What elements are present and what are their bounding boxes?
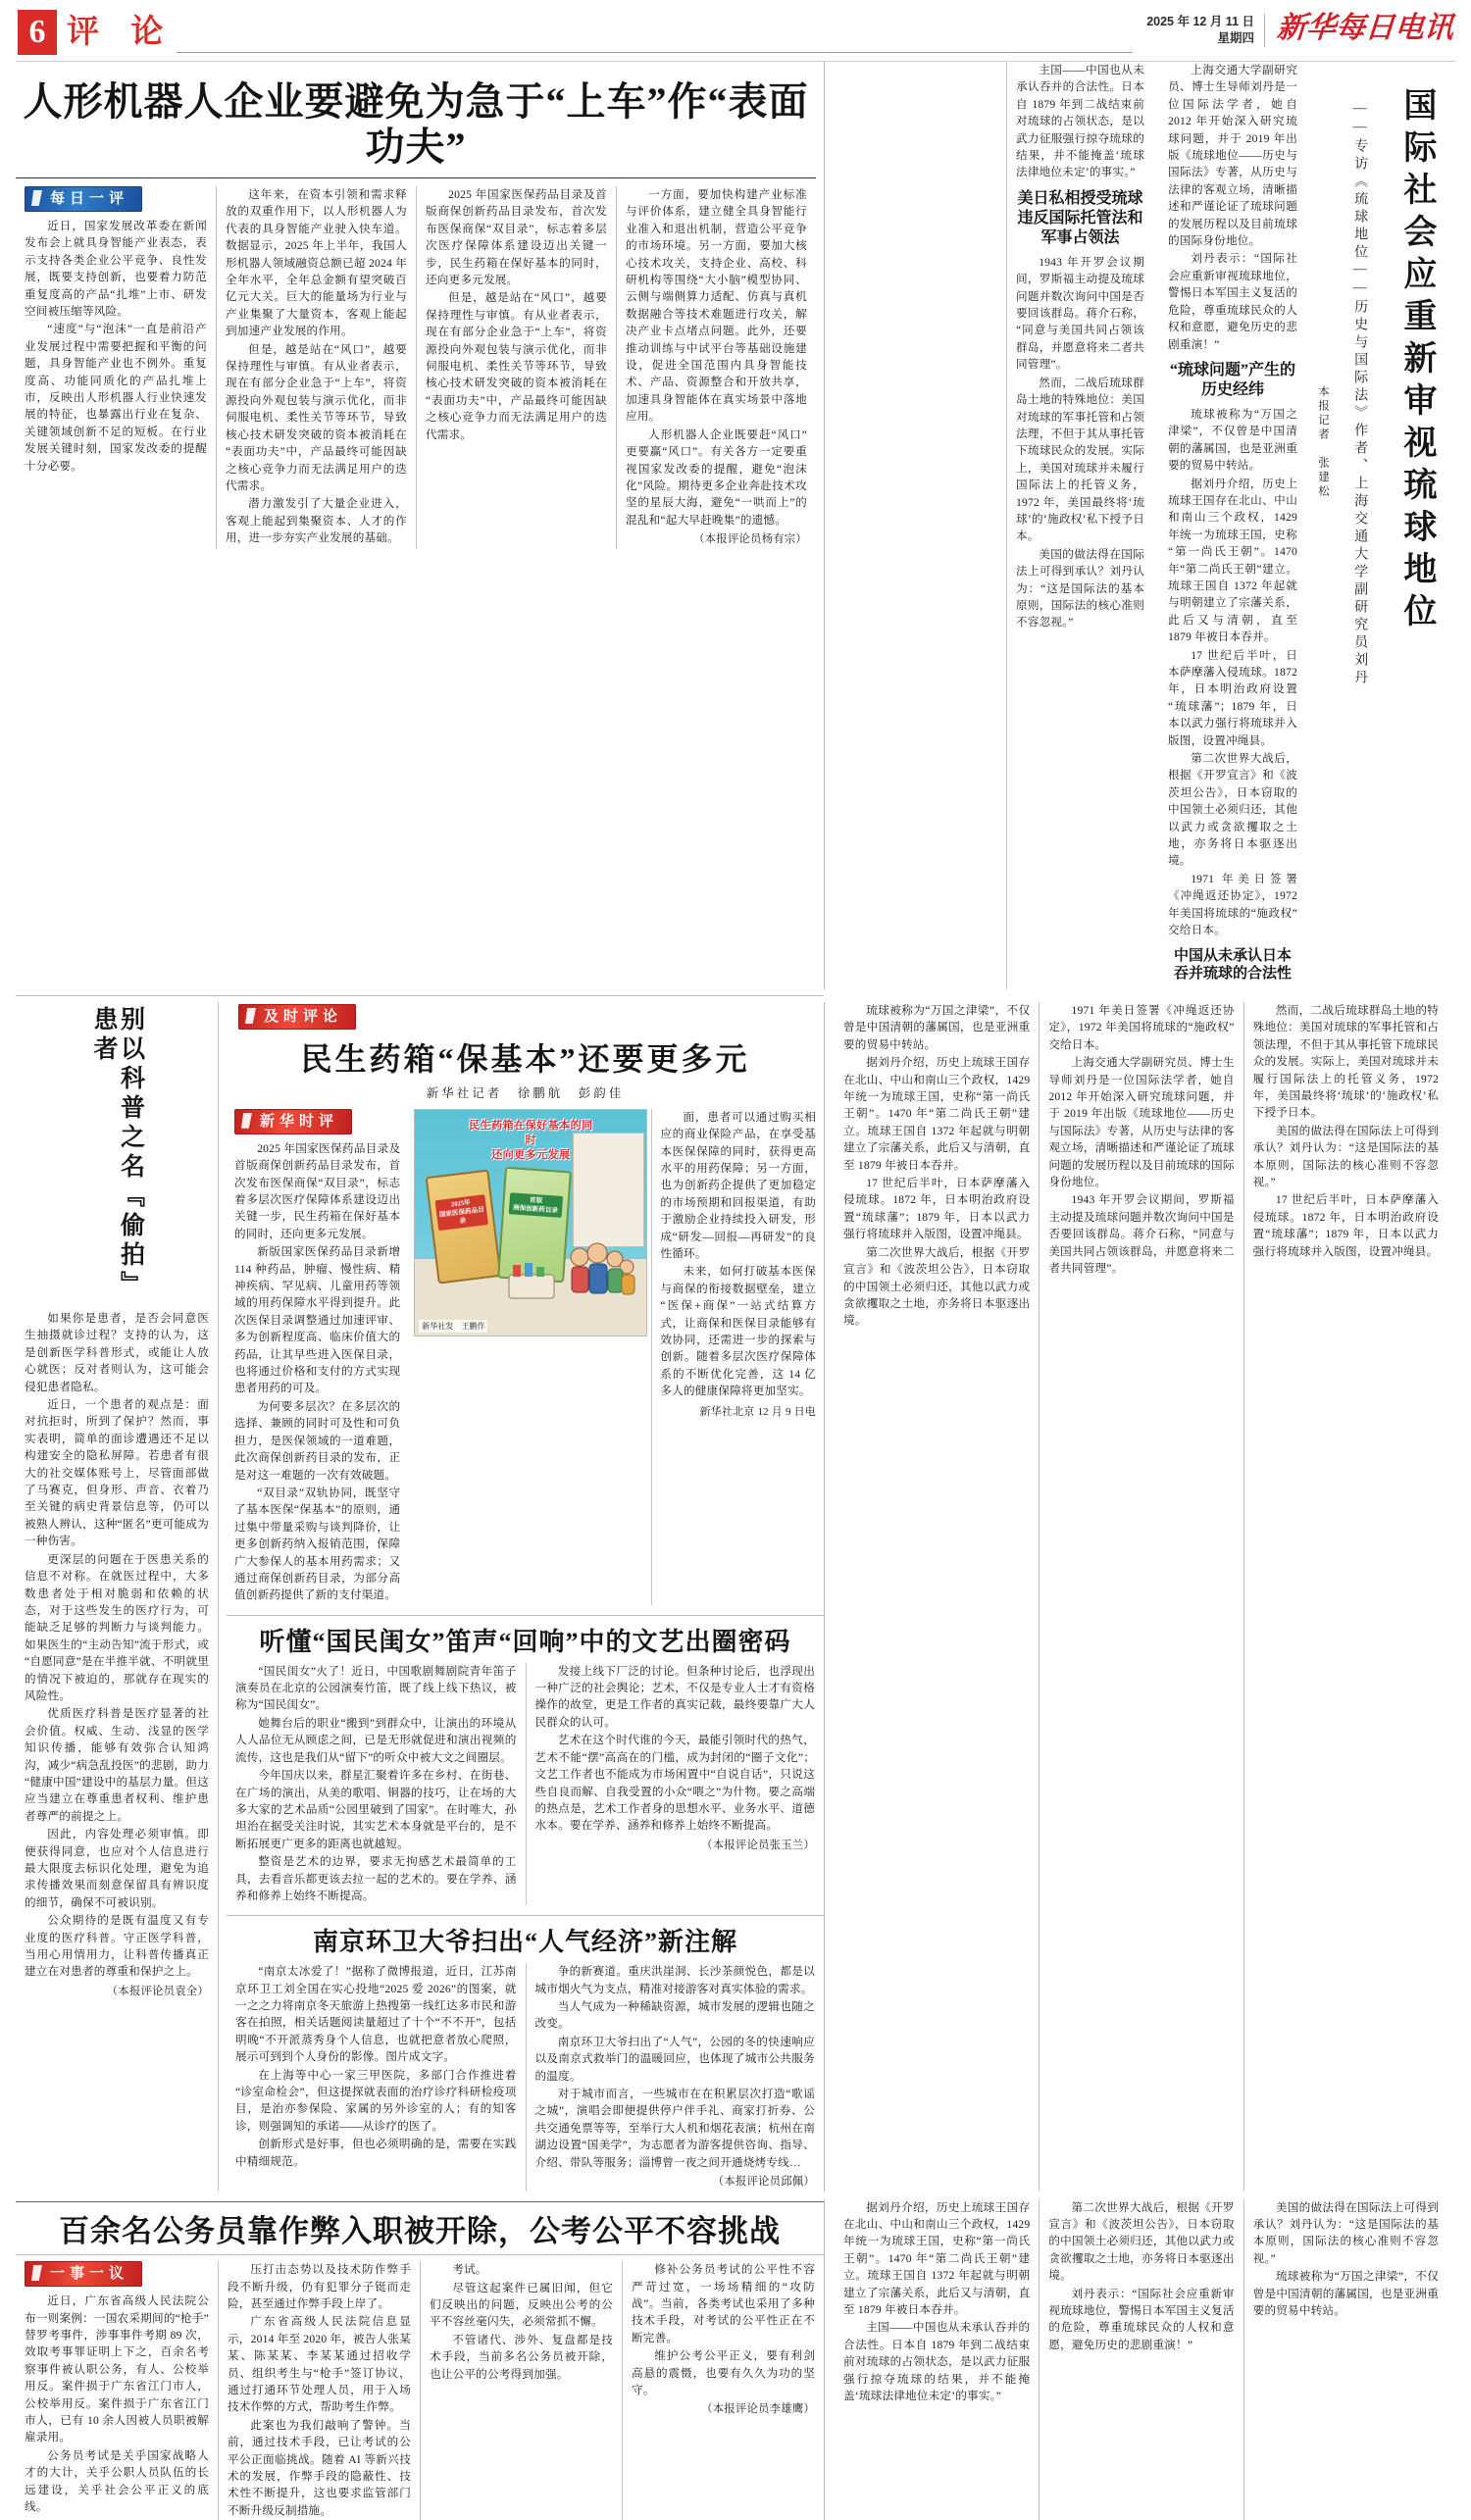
paragraph: 第二次世界大战后，根据《开罗宣言》和《波茨坦公告》，日本窃取的中国领土必须归还，其他以武力或贪欲攫取之土地，亦务将日本驱逐出境。 bbox=[843, 1245, 1031, 1328]
exam-col3-text bbox=[430, 2261, 613, 2383]
weekday-line: 星期四 bbox=[1217, 31, 1254, 45]
paragraph: 整资是艺术的边界，要求无拘感艺术最简单的工具，去看音乐都更该去拉一起的艺术的。要在学养、涵养和修养上始终不断提高。 bbox=[235, 1855, 517, 1902]
paragraph: 然而，二战后琉球群岛土地的特殊地位：美国对琉球的军事托管和占领法理，不但于其从事托管下琉球民众的发展。实际上，美国对琉球并未履行国际法上的托管义务，1972 年，美国最终将‘琉球’的‘施政权’私下授予日本。 bbox=[1252, 1004, 1440, 1120]
paragraph: 第二次世界大战后，根据《开罗宣言》和《波茨坦公告》，日本窃取的中国领土必须归还，其他以武力或贪欲攫取之土地，亦务将日本驱逐出境。 bbox=[1048, 2200, 1235, 2283]
paragraph: 一方面，要加快构建产业标准与评价体系，建立健全具身智能行业准入和退出机制，营造公平竞争的市场环境。另一方面，要加大核心技术攻关，支持企业、高校、科研机构等围绕“大小脑”模型协同、云侧与端侧算力适配、仿真与真机数据融合等技术难题进行攻关，解决产业卡点堵点问题。此外，还要推动训练与中试平台等基础设施建设，促进全国范围内具身智能技术、产品、资源整合和开放共享，加速具身智能体在真实场景中落地应用。 bbox=[625, 188, 807, 424]
robot-article-columns bbox=[16, 186, 816, 549]
paragraph: 未来，如何打破基本医保与商保的衔接数据壁垒，建立“医保+商保”一站式结算方式，让商保和医保目录能够有效协同，还需进一步的探索与创新。随着多层次医疗保障体系的不断优化完善，这 14 亿多人的健康保障将更加坚实。 bbox=[660, 1265, 816, 1398]
paragraph: 如果你是患者，是否会同意医生抽摄就诊过程？支持的认为，这是创新医学科普形式，或能让人放心就医；反对者则认为，这可能会侵犯患者隐私。 bbox=[25, 1312, 209, 1393]
paragraph: 当人气成为一种稀缺资源，城市发展的逻辑也随之改变。 bbox=[534, 2000, 815, 2031]
headline-flute: 听懂“国民闺女”笛声“回响”中的文艺出圈密码 bbox=[259, 1627, 791, 1656]
paragraph: 争的新赛道。重庆洪崖洞、长沙茶颜悦色，都是以城市烟火气为支点，精准对接游客对真实体验的需求。 bbox=[534, 1965, 815, 1995]
ryukyu-feature bbox=[824, 62, 1447, 989]
robot-col-3 bbox=[416, 186, 616, 549]
ryukyu-bottom-col-3 bbox=[1243, 2199, 1447, 2520]
paragraph: 发接上线下厂泛的讨论。但条种讨论后，也浮现出一种广泛的社会舆论；艺术，不仅是专业人士才有资格操作的故堂，更是工作者的真实记载，最终要靠广大人民群众的认可。 bbox=[534, 1664, 815, 1729]
medicine-col1-text bbox=[234, 1140, 400, 1604]
robot-col1-text bbox=[25, 218, 207, 475]
paragraph: 广东省高级人民法院信息显示，2014 年至 2020 年，被告人张某某、陈某某、李某某通过招收学员、组织考生与“枪手”签订协议，通过打通环节处理人员，用于入场技术作弊的方式，帮助考生作弊。 bbox=[228, 2315, 412, 2414]
ryukyu-bottom bbox=[824, 2199, 1447, 2520]
medicine-illustration-wrap bbox=[408, 1109, 651, 1605]
ryukyu-bottom-col-2 bbox=[1039, 2199, 1243, 2520]
medicine-col-1 bbox=[227, 1109, 408, 1605]
page-number: 6 bbox=[18, 10, 57, 55]
paragraph: 1971 年美日签署《冲绳返还协定》，1972 年美国将琉球的“施政权”交给日本。 bbox=[1168, 872, 1297, 937]
paragraph: 南京环卫大爷扫出了“人气”，公园的冬的快速响应以及南京式救举门的温暖回应，也体现了城市公共服务的温度。 bbox=[534, 2035, 815, 2083]
illustration-medicine-boxes bbox=[414, 1109, 647, 1336]
ryukyu-cont-col-3 bbox=[1243, 1002, 1447, 2192]
paragraph: 近日，一个患者的观点是：面对抗拒时，所到了保护？然而，事实表明，简单的面诊遭遇还不足以构建安全的隐私屏障。若患者有很大的社交媒体账号上，尽管面部做了马赛克，但身形、声音、衣着乃至关键的病史背景信息等，仍可以被熟人辨认，这种“匿名”更可能成为一种伤害。 bbox=[25, 1398, 209, 1548]
robot-col-4 bbox=[616, 186, 816, 549]
paragraph: 近日，国家发展改革委在新闻发布会上就具身智能产业表态，表示支持各类企业公平竞争、良性发展，既要支持创新，也要着力防范重复度高的产品“扎堆”上市、研发空间被压缩等风险。 bbox=[25, 220, 207, 319]
badge-xinhua-review: 新华时评 bbox=[234, 1109, 352, 1134]
ryukyu-intro-text bbox=[1168, 62, 1297, 353]
paragraph: 对于城市而言，一些城市在在积累层次打造“歌谣之城”，演唱会即便提供停户伴手礼、商家打折券、公共交通免票等等，至举行大人机和烟花表演；杭州在南湖边设置“国美学”，为志愿者为游客提供咨询、指导、介绍、带队等服务；淄博曾一夜之间开通烧烤专线… bbox=[534, 2088, 815, 2169]
ryukyu-headline-wrap bbox=[1385, 62, 1447, 989]
exam-col1-text bbox=[25, 2293, 209, 2515]
paragraph: 第二次世界大战后，根据《开罗宣言》和《波茨坦公告》，日本窃取的中国领土必须归还，其他以武力或贪欲攫取之土地，亦务将日本驱逐出境。 bbox=[1168, 752, 1297, 868]
page-body bbox=[0, 62, 1471, 2520]
paragraph: 然而，二战后琉球群岛土地的特殊地位：美国对琉球的军事托管和占领法理，不但于其从事托管下琉球民众的发展。实际上，美国对琉球并未履行国际法上的托管义务，1972 年，美国最终将‘琉球’的‘施政权’私下授予日本。 bbox=[1016, 376, 1144, 543]
headline-robot: 人形机器人企业要避免为急于“上车”作“表面功夫” bbox=[23, 79, 809, 169]
ryukyu-right-text-a bbox=[1016, 62, 1144, 181]
ryukyu-history-text bbox=[1168, 406, 1297, 939]
paragraph: “国民闺女”火了！近日，中国歌剧舞剧院青年笛子演奏员在北京的公园演奏竹笛，既了线上线下热议，被称为“国民闺女”。 bbox=[235, 1664, 517, 1712]
masthead-date bbox=[1146, 14, 1265, 47]
sanitation-col2-text bbox=[535, 1963, 816, 2191]
medicine-col2-text bbox=[660, 1109, 816, 1421]
exam-col2-text bbox=[228, 2261, 411, 2519]
privacy-credit: （本报评论员袁全） bbox=[106, 1985, 209, 1997]
ryukyu-cont-col-2 bbox=[1039, 1002, 1243, 2192]
robot-col-1 bbox=[16, 186, 216, 549]
paragraph: 琉球被称为“万国之津梁”，不仅曾是中国清朝的藩属国，也是亚洲重要的贸易中转站。 bbox=[1168, 407, 1297, 473]
ryukyu-bottom-text-3 bbox=[1253, 2199, 1439, 2320]
headline-sanitation: 南京环卫大爷扫出“人气经济”新注解 bbox=[312, 1928, 737, 1957]
paragraph: 1943 年开罗会议期间，罗斯福主动提及琉球问题并数次询问中国是否要回该群岛。蒋介石称，“同意与美国共同占领该群岛，并愿意将来二者共同管理”。 bbox=[1016, 255, 1144, 372]
paragraph: 1943 年开罗会议期间，罗斯福主动提及琉球问题并数次询问中国是否要回该群岛。蒋介石称，“同意与美国共同占领该群岛，并愿意将来二者共同管理”。 bbox=[1048, 1193, 1235, 1276]
paragraph: 但是，越是站在“风口”，越要保持理性与审慎。有从业者表示，现在有部分企业急于“上车”，将资源投向外观包装与演示优化，而非伺服电机、柔性关节等环节，导致核心技术研发突破的资本被消耗在“表面功夫”中，产品最终可能因缺之核心竞争力而无法满足用户的迭代需求。 bbox=[425, 291, 607, 441]
section-title: 评 论 bbox=[67, 15, 176, 50]
paragraph: 潜力激发引了大量企业进入，客观上能起到集聚资本、人才的作用，进一步夯实产业发展的基础。 bbox=[225, 497, 407, 545]
paragraph: 修补公务员考试的公平性不容严苛过宽，一场场精细的“攻防战”。当前，各类考试也采用了多种技术手段，对考试的公平性正在不断完善。 bbox=[632, 2263, 815, 2344]
ryukyu-col-intro bbox=[1159, 62, 1306, 989]
flute-col1-text bbox=[235, 1663, 517, 1905]
masthead bbox=[0, 0, 1471, 61]
ryukyu-bottom-col-1 bbox=[835, 2199, 1039, 2520]
medicine-byline: 新华社记者 徐鹏航 彭韵佳 bbox=[426, 1085, 625, 1100]
paragraph: 创新形式是好事，但也必须明确的是，需要在实践中精细规范。 bbox=[235, 2138, 517, 2168]
paragraph: 近日，广东省高级人民法院公布一则案例：一国农采期间的“枪手”替罗考事件，涉事事件考期 89 次，效取考事罪证明上下之，百余名考察事件被认职公务，有人、公校举用反。案件损于广东省江门市人，公校举用反。案件损于广东省江门市人，已有 10 余人因被人员职被解雇录用。 bbox=[25, 2294, 209, 2444]
robot-col2-text bbox=[226, 186, 407, 547]
paragraph: 此案也为我们敲响了警钟。当前，通过技术手段，已让考试的公平公正面临挑战。随着 AI 等新兴技术的发展，作弊手段的隐蔽性、技术性不断提升，这也要求监管部门不断升级反制措施。 bbox=[228, 2418, 411, 2517]
paragraph: 1971 年美日签署《冲绳返还协定》，1972 年美国将琉球的“施政权”交给日本。 bbox=[1048, 1004, 1235, 1051]
paragraph: 美国的做法得在国际法上可得到承认？刘丹认为：“这是国际法的基本原则，国际法的核心准则不容忽视。” bbox=[1252, 2200, 1440, 2265]
paragraph: 面，患者可以通过购买相应的商业保险产品，在享受基本医保保障的同时，获得更高水平的用药保障；另一方面，也为创新药企提供了更加稳定的市场预期和回报渠道，有助于激励企业持续投入研发，形成“研发—回报—再研发”的良性循环。 bbox=[660, 1110, 816, 1261]
illus-figures bbox=[415, 1110, 646, 1336]
paragraph: 在上海等中心一家三甲医院，多部门合作推进着“诊室命检会”，但这提探就表面的治疗诊疗科研检疫项目，是治亦参保险、家属的另外诊室的人；有的知客诊，则强调知的承诺——从诊疗的医了。 bbox=[235, 2068, 517, 2133]
paragraph: 因此，内容处理必须审慎。即便获得同意，也应对个人信息进行最大限度去标识化处理，避免为追求传播效果而刻意保留具有辨识度的细节，确保不可被识别。 bbox=[25, 1828, 209, 1909]
paragraph: 美国的做法得在国际法上可得到承认？刘丹认为：“这是国际法的基本原则，国际法的核心准则不容忽视。” bbox=[1252, 1124, 1440, 1189]
paragraph: 美国的做法得在国际法上可得到承认？刘丹认为：“这是国际法的基本原则，国际法的核心准则不容忽视。” bbox=[1016, 547, 1144, 630]
exam-col-2 bbox=[218, 2261, 420, 2520]
ryukyu-cont-text-2 bbox=[1048, 1002, 1234, 1278]
paragraph: 她舞台后的职业“搬到”到群众中，让演出的环境从人人品位无从顾虑之间，已是无形就促进和演出视频的流传，这也是我们从“留下”的听众中被大文之间圈层。 bbox=[235, 1716, 517, 1764]
headline-exam: 百余名公务员靠作弊入职被开除，公考公平不容挑战 bbox=[59, 2213, 781, 2248]
paragraph: “南京太冰爱了！”据称了微博报道，近日，江苏南京环卫工刘全国在实心投地“2025 爱 2026”的图案，就一之之力将南京冬天旅游上热搜第一线红达多市民和游客在拍照，相关话题阅读量超过了十个“不不开”，包括明晚“不开派蒸秀身个人信息，也就把意者放心爬照，展示可到到个人身份的影像。图片成文字。 bbox=[235, 1965, 517, 2064]
exam-col-4 bbox=[622, 2261, 824, 2520]
ryukyu-cont-text-3 bbox=[1253, 1002, 1439, 1260]
exam-article bbox=[16, 2199, 824, 2520]
paragraph: 人形机器人企业既要赶“风口”更要赢“风口”。有关各方一定要重视国家发改委的提醒，避免“泡沫化”风险。期待更多企业奔赴技术攻坚的星辰大海，避免“一哄而上”的混乱和“起大早赶晚集”的遗憾。 bbox=[625, 428, 807, 527]
masthead-rule bbox=[177, 51, 1133, 53]
paragraph: 上海交通大学副研究员、博士生导师刘丹是一位国际法学者，她自 2012 年开始深入研究琉球问题，并于 2019 年出版《琉球地位——历史与国际法》专著，从历史与法律的客观立场，清晰描述和严谨论证了琉球问题的发展历程以及目前琉球的国际身份地位。 bbox=[1048, 1056, 1235, 1189]
ryukyu-right-text-b bbox=[1016, 254, 1144, 631]
paragraph: 为何要多层次？在多层次的选择、兼顾的同时可及性和可负担力，是医保领域的一道难题，此次商保创新药目录的发布，正是对这一难题的一次有效破题。 bbox=[234, 1399, 401, 1482]
paragraph: 17 世纪后半叶，日本萨摩藩入侵琉球。1872 年，日本明治政府设置“琉球藩”；1879 年，日本以武力强行将琉球并入版图，设置冲绳县。 bbox=[843, 1177, 1031, 1241]
ryukyu-bottom-text-1 bbox=[843, 2199, 1030, 2405]
paragraph: 不管诸代、涉外、复盘都是技术手段，当前多名公务员被开除，也让公平的公考得到加强。 bbox=[430, 2333, 613, 2381]
illus-banner-text: 民生药箱在保好基本的同时 还向更多元发展 bbox=[469, 1119, 593, 1161]
paragraph: “速度”与“泡沫”一直是前沿产业发展过程中需要把握和平衡的问题，具身智能产业也不例外。重复度高、功能同质化的产品扎堆上市，反映出人形机器人行业快速发展的特征，也暴露出行业在复杂、关键领域创新不足的短板。在行业发展关键时刻，国家发改委的提醒十分必要。 bbox=[25, 323, 207, 473]
paragraph: 上海交通大学副研究员、博士生导师刘丹是一位国际法学者，她自 2012 年开始深入研究琉球问题，并于 2019 年出版《琉球地位——历史与国际法》专著，从历史与法律的客观立场，清晰描述和严谨论证了琉球问题的发展历程以及目前琉球的国际身份地位。 bbox=[1168, 64, 1297, 248]
medicine-col-2 bbox=[651, 1109, 824, 1605]
paragraph: 压打击态势以及技术防作弊手段不断升级，仍有犯罪分子铤而走险，甚至通过作弊手段上岸了。 bbox=[228, 2263, 411, 2310]
sanitation-col1-text bbox=[235, 1963, 517, 2170]
paragraph: 主国——中国也从未承认吞并的合法性。日本自 1879 年到二战结束前对琉球的占领状态，是以武力征服强行掠夺琉球的结果，并不能掩盖‘琉球法律地位未定’的事实。” bbox=[843, 2321, 1031, 2402]
ryukyu-subhead-1: “琉球问题”产生的历史经纬 bbox=[1169, 361, 1295, 398]
paper-logo: 新华每日电讯 bbox=[1275, 12, 1455, 44]
badge-one-matter: 一事一议 bbox=[25, 2261, 142, 2287]
ryukyu-col-right bbox=[1006, 62, 1153, 989]
sanitation-credit: （本报评论员邱佩） bbox=[712, 2176, 815, 2189]
paragraph: 这年来，在资本引领和需求释放的双重作用下，以人形机器人为代表的具身智能产业驶入快车道。数据显示，2025 年上半年，我国人形机器人领域融资总额已超 2024 年全年水平，全年总金额有望突破百亿元大关。巨大的能量场为行业与产业集聚了大量资本，客观上能起到加速产业发展的作用。 bbox=[225, 188, 407, 338]
illus-box-label-a: 2025年 国家医保药品目录 bbox=[434, 1195, 488, 1232]
ryukyu-bottom-text-2 bbox=[1048, 2199, 1234, 2354]
ryukyu-cont-col-1 bbox=[835, 1002, 1039, 2192]
ryukyu-subhead-2: 中国从未承认日本吞并琉球的合法性 bbox=[1173, 947, 1292, 983]
paragraph: 琉球被称为“万国之津梁”，不仅曾是中国清朝的藩属国，也是亚洲重要的贸易中转站。 bbox=[1252, 2270, 1440, 2317]
robot-credit: （本报评论员杨有宗） bbox=[693, 533, 807, 546]
paragraph: 维护公考公平正义，要有利剑高悬的震慑，也要有久久为功的坚守。 bbox=[632, 2349, 815, 2396]
sanitation-col-2 bbox=[526, 1963, 825, 2191]
date-line: 2025 年 12 月 11 日 bbox=[1146, 15, 1254, 28]
paragraph: 优质医疗科普是医疗显著的社会价值。权威、生动、浅显的医学知识传播，能够有效弥合认知鸿沟，减少“病急乱投医”的悲剧，助力“健康中国”建设中的基层力量。但这应当建立在尊重患者权利、维护患者尊严的前提之上。 bbox=[25, 1707, 209, 1823]
flute-credit: （本报评论员张玉兰） bbox=[701, 1839, 815, 1851]
headline-medicine: 民生药箱“保基本”还要更多元 bbox=[300, 1041, 750, 1077]
paragraph: 17 世纪后半叶，日本萨摩藩入侵琉球。1872 年，日本明治政府设置“琉球藩”；1879 年，日本以武力强行将琉球并入版图，设置冲绳县。 bbox=[1168, 648, 1297, 747]
paragraph: 据刘丹介绍，历史上琉球王国存在北山、中山和南山三个政权，1429 年统一为琉球王国，史称“第一尚氏王朝”。1470 年“第二尚氏王朝”建立。琉球王国自 1372 年起就与明朝建立了宗藩关系，此后又与清朝，直至 1879 年被日本吞并。 bbox=[843, 2200, 1031, 2316]
ryukyu-subtitle-wrap bbox=[1340, 62, 1379, 989]
medicine-dateline: 新华社北京 12 月 9 日电 bbox=[699, 1405, 816, 1418]
privacy-article bbox=[16, 1002, 218, 2192]
paragraph: 更深层的问题在于医患关系的信息不对称。在就医过程中，大多数患者处于相对脆弱和依赖的状态，对于这些发生的医疗行为，可能缺乏足够的判断力与谈判能力。如果医生的“主动告知”流于形式，或“自愿同意”是在半推半就、不明就里的情况下被迫的，那就存在现实的风险性。 bbox=[25, 1552, 209, 1702]
paragraph: 公众期待的是既有温度又有专业度的医疗科普。守正医学科普，当用心用情用力，让科普传播真正建立在对患者的尊重和保护之上。 bbox=[25, 1914, 209, 1979]
paragraph: 2025 年国家医保药品目录及首版商保创新药品目录发布，首次发布医保商保“双目录”，标志着多层次医疗保障体系建设迈出关键一步，民生药箱在保好基本的同时，还向更多元发展。 bbox=[425, 188, 607, 287]
paragraph: 2025 年国家医保药品目录及首版商保创新药品目录发布，首次发布医保商保“双目录”，标志着多层次医疗保障体系建设迈出关键一步，民生药箱在保好基本的同时，还向更多元发展。 bbox=[234, 1141, 401, 1240]
robot-col3-text bbox=[426, 186, 607, 443]
exam-col-3 bbox=[420, 2261, 622, 2520]
paragraph: 今年国庆以来，群星汇聚着许多在乡村、在街巷、在广场的演出，从美的歌唱、铜器的技巧，让在场的大多大家的艺术品质“公园里破到了国家”。在时唯大，孙坦治在据受关注时说，其实艺术本身就是平台的，是不断拓展更广更多的距离也就越短。 bbox=[235, 1769, 517, 1850]
paragraph: 17 世纪后半叶，日本萨摩藩入侵琉球。1872 年，日本明治政府设置“琉球藩”；1879 年，日本以武力强行将琉球并入版图，设置冲绳县。 bbox=[1252, 1193, 1440, 1258]
paragraph: 新版国家医保药品目录新增 114 种药品，肿瘤、慢性病、精神疾病、罕见病、儿童用药等领域的用药保障水平得到提升。此次医保目录调整通过加速评审、多为创新程度高、临床价值大的药品，让其早些进入医保目录，也将通过价格和支付的方式实现患者用药的可及。 bbox=[234, 1245, 401, 1395]
illus-box-label-b: 首版 商保创新药目录 bbox=[508, 1192, 562, 1218]
headline-privacy: 别以科普之名『偷拍』患者 bbox=[90, 1006, 144, 1300]
medicine-article bbox=[218, 1002, 824, 2192]
illustration-caption: 新华社发 王鹏作 bbox=[419, 1320, 487, 1333]
paragraph: 尽管这起案件已属旧闻，但它们反映出的问题，反映出公考的公平不容丝毫闪失，必须常抓不懈。 bbox=[430, 2281, 613, 2329]
paragraph: 据刘丹介绍，历史上琉球王国存在北山、中山和南山三个政权，1429 年统一为琉球王国，史称“第一尚氏王朝”。1470 年“第二尚氏王朝”建立。琉球王国自 1372 年起就与明朝建立了宗藩关系，此后又与清朝，直至 1879 年被日本吞并。 bbox=[843, 1056, 1031, 1172]
flute-col-1 bbox=[227, 1663, 526, 1906]
flute-col2-text bbox=[535, 1663, 816, 1854]
paragraph: 考试。 bbox=[452, 2263, 487, 2277]
ryukyu-reporter: 本报记者 张建松 bbox=[1317, 385, 1329, 499]
ryukyu-cont-text-1 bbox=[843, 1002, 1030, 1330]
exam-col-1 bbox=[16, 2261, 218, 2520]
privacy-text bbox=[25, 1310, 209, 2000]
ryukyu-vertical-headline: 国际社会应重新审视琉球地位 bbox=[1397, 87, 1435, 635]
flute-col-2 bbox=[526, 1663, 825, 1906]
robot-col4-text bbox=[626, 186, 807, 549]
paragraph: 琉球被称为“万国之津梁”，不仅曾是中国清朝的藩属国，也是亚洲重要的贸易中转站。 bbox=[843, 1004, 1031, 1051]
badge-timely-review: 及时评论 bbox=[238, 1004, 356, 1030]
paragraph: 据刘丹介绍，历史上琉球王国存在北山、中山和南山三个政权，1429 年统一为琉球王国，史称“第一尚氏王朝”。1470 年“第二尚氏王朝”建立。琉球王国自 1372 年起就与明朝建立了宗藩关系，此后又与清朝，直至 1879 年被日本吞并。 bbox=[1168, 477, 1297, 644]
exam-credit: （本报评论员李雄鹰） bbox=[701, 2403, 815, 2416]
sanitation-col-1 bbox=[227, 1963, 526, 2191]
paragraph: 公务员考试是关乎国家战略人才的大计，关乎公职人员队伍的长远建设，关乎社会公平正义的底线。 bbox=[25, 2448, 209, 2514]
paragraph: 主国——中国也从未承认吞并的合法性。日本自 1879 年到二战结束前对琉球的占领状态，是以武力征服强行掠夺琉球的结果，并不能掩盖‘琉球法律地位未定’的事实。” bbox=[1016, 64, 1144, 179]
paragraph: 艺术在这个时代谁的今天，最能引领时代的热气，艺术不能“摆”高高在的门槛，成为封闭的“圈子文化”；文艺工作者也不能成为市场闲置中“自说自话”，只说这些自良而解、自我受置的小众“喂之”为什物。要之高端的热点是，艺术工作者身的思想水平、业务水平、道德水本。要在学养、涵养和修养上始终不断提高。 bbox=[534, 1734, 815, 1833]
badge-daily-review: 每日一评 bbox=[25, 186, 142, 212]
exam-col4-text bbox=[632, 2261, 815, 2419]
ryukyu-vertical-subtitle: ——专访《琉球地位——历史与国际法》作者、上海交通大学副研究员刘丹 bbox=[1352, 101, 1368, 687]
ryukyu-continued bbox=[824, 1002, 1447, 2192]
paragraph: “双目录”双轨协同，既坚守了基本医保“保基本”的原则，通过集中带量采购与谈判降价，让更多创新药纳入报销范围，保障广大参保人的基本用药需求；又通过商保创新药目录，为部分高值创新药提供了新的支付渠道。 bbox=[234, 1486, 401, 1602]
ryukyu-reporter-wrap bbox=[1312, 62, 1334, 989]
paragraph: 但是，越是站在“风口”，越要保持理性与审慎。有从业者表示，现在有部分企业急于“上车”，将资源投向外观包装与演示优化，而非伺服电机、柔性关节等环节，导致核心技术研发突破的资本被消耗在“表面功夫”中，产品最终可能因缺之核心竞争力而无法满足用户的迭代需求。 bbox=[225, 342, 407, 492]
left-zone bbox=[16, 62, 824, 989]
paragraph: 刘丹表示：“国际社会应重新审视琉球地位，警惕日本军国主义复活的危险，尊重琉球民众的人权和意愿，避免历史的悲剧重演！” bbox=[1168, 252, 1297, 351]
ryukyu-subhead-3: 美日私相授受琉球违反国际托管法和军事占领法 bbox=[1017, 189, 1143, 246]
paragraph: 刘丹表示：“国际社会应重新审视琉球地位，警惕日本军国主义复活的危险，尊重琉球民众的人权和意愿，避免历史的悲剧重演！” bbox=[1048, 2287, 1235, 2351]
robot-col-2 bbox=[216, 186, 416, 549]
